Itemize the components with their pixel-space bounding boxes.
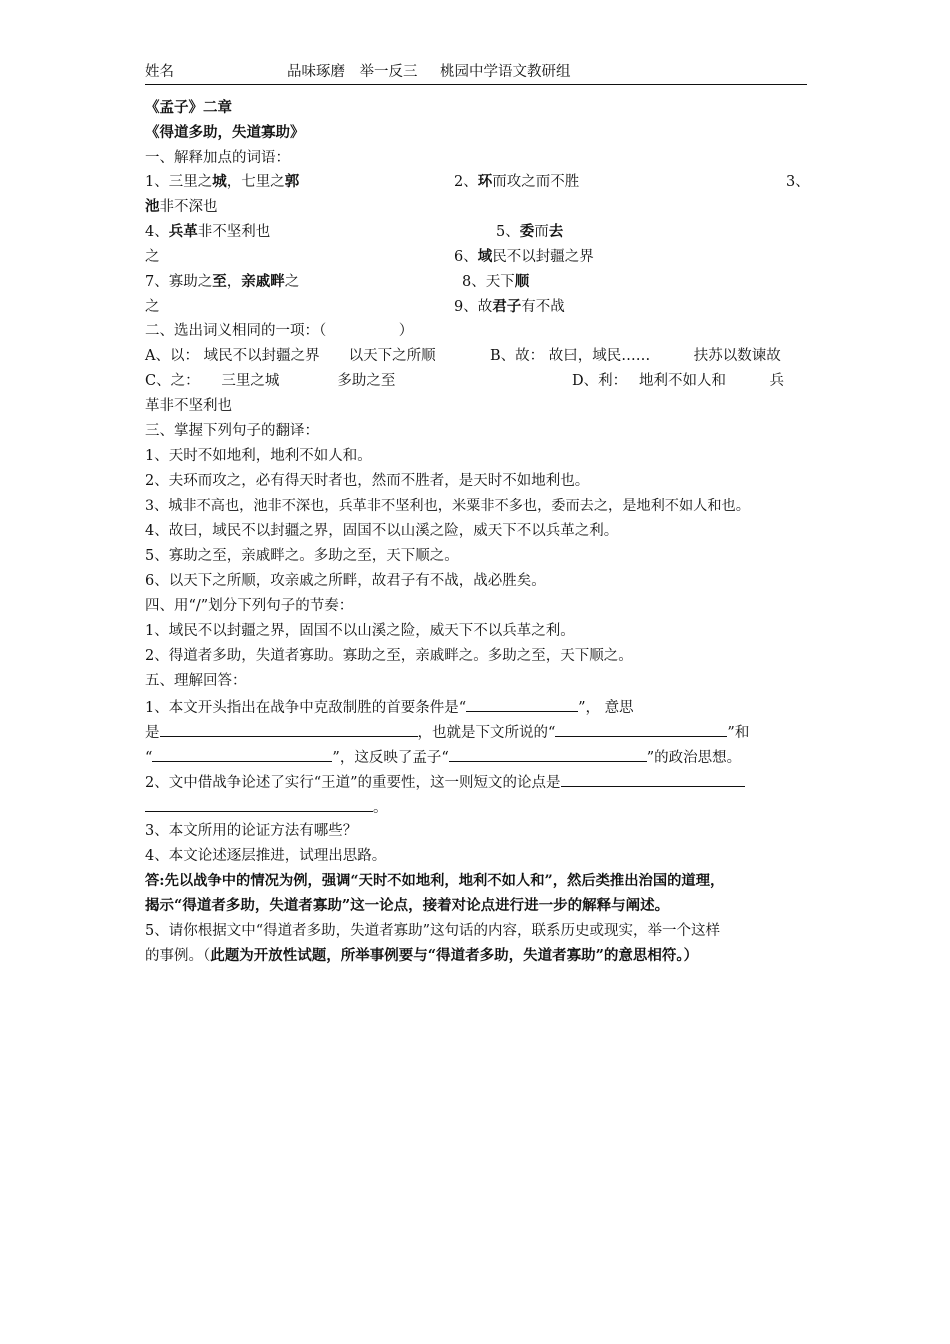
sec3-item: 6、以天下之所顺，攻亲戚之所畔，故君子有不战，战必胜矣。 (145, 573, 546, 589)
sec1-q6 (454, 247, 594, 267)
q1-mid: ，七里之 (226, 174, 285, 190)
q5-word2: 去 (548, 223, 564, 240)
sec3-item: 4、故曰，域民不以封疆之界，固国不以山溪之险，威天下不以兵革之利。 (145, 523, 619, 539)
sec3-item: 3、城非不高也，池非不深也，兵革非不坚利也，米粟非不多也，委而去之，是地利不如人和也。 (145, 498, 750, 514)
sec5-q2-line2 (145, 796, 388, 818)
q1-word1: 城 (212, 173, 227, 190)
answer-blank[interactable] (160, 721, 418, 737)
q2-text-b: 。 (373, 800, 388, 816)
q1-text-a: 1、本文开头指出在战争中克敌制胜的首要条件是“ (145, 700, 467, 716)
answer-blank[interactable] (152, 746, 332, 762)
q7-end: 之 (284, 274, 300, 290)
q8-pre: 8、天下 (462, 274, 515, 290)
org-name: 桃园中学语文教研组 (440, 64, 571, 80)
answer-blank[interactable] (466, 696, 578, 712)
q9-pre: 9、故 (454, 299, 493, 315)
answer-blank[interactable] (145, 796, 373, 812)
q1-word2: 郭 (284, 173, 300, 190)
q2-pre: 2、 (454, 174, 478, 190)
sec1-q3 (145, 197, 218, 217)
q6-pre: 6、 (454, 249, 478, 265)
sec1-q9 (454, 297, 565, 317)
q4-word: 兵革 (168, 223, 198, 240)
q3-word: 池 (145, 198, 160, 215)
book-title: 《孟子》二章 (145, 99, 232, 116)
q1-pre: 1、三里之 (145, 174, 213, 190)
q6-word: 域 (477, 248, 493, 265)
sec5-q1-line2 (145, 721, 749, 743)
sec4-item: 1、域民不以封疆之界，固国不以山溪之险，威天下不以兵革之利。 (145, 623, 575, 639)
q2-word: 环 (477, 173, 493, 190)
sec1-q8 (462, 272, 529, 292)
sec5-q1-line1 (145, 696, 634, 718)
answer-blank[interactable] (561, 771, 745, 787)
q2-text-a: 2、文中借战争论述了实行“王道”的重要性，这一则短文的论点是 (145, 775, 561, 791)
sec5-q5-line1: 5、请你根据文中“得道者多助，失道者寡助”这句话的内容，联系历史或现实，举一个这样 (145, 923, 721, 939)
sec1-q5 (496, 222, 563, 242)
header-rule (145, 84, 807, 85)
q8-word: 顺 (514, 273, 530, 290)
sec3-heading: 三、掌握下列句子的翻译： (145, 423, 319, 439)
sec2-option-d-cont: 革非不坚利也 (145, 398, 232, 414)
q6-rest: 民不以封疆之界 (492, 249, 594, 265)
sec5-answer-line1: 答:先以战争中的情况为例，强调“天时不如地利，地利不如人和”，然后类推出治国的道理， (145, 873, 725, 889)
chapter-title: 《得道多助，失道寡助》 (145, 124, 305, 141)
sec5-heading: 五、理解回答： (145, 673, 247, 689)
sec1-q1 (145, 172, 299, 192)
q7-mid: ， (226, 274, 242, 290)
q3-rest: 非不深也 (159, 199, 218, 215)
sec1-q4 (145, 222, 270, 242)
q2-rest: 而攻之而不胜 (492, 174, 580, 190)
q1-text-f: “ (145, 750, 153, 766)
q1-text-h: ”的政治思想。 (646, 750, 742, 766)
q7-pre: 7、寡助之 (145, 274, 213, 290)
answer-blank[interactable] (449, 746, 647, 762)
q9-rest: 有不战 (521, 299, 565, 315)
sec3-item: 1、天时不如地利，地利不如人和。 (145, 448, 372, 464)
sec5-q4: 4、本文论述逐层推进，试理出思路。 (145, 848, 387, 864)
sec1-q2 (454, 172, 579, 192)
q3-num: 3、 (786, 174, 810, 190)
q7-word1: 至 (212, 273, 227, 290)
q9-word: 君子 (492, 298, 522, 315)
q4-rest: 非不坚利也 (197, 224, 271, 240)
sec2-option-d: D、利： 地利不如人和 兵 (572, 373, 784, 389)
q1-text-c: 是 (145, 725, 160, 741)
q5-word1: 委 (519, 223, 535, 240)
q7-tail: 之 (145, 299, 160, 315)
q5-tail: 之 (145, 249, 160, 265)
q5-text-b: 的事例。（ (145, 948, 211, 964)
q1-text-d: ，也就是下文所说的“ (417, 725, 556, 741)
sec4-item: 2、得道者多助，失道者寡助。寡助之至，亲戚畔之。多助之至，天下顺之。 (145, 648, 633, 664)
q1-text-e: ”和 (727, 725, 750, 741)
sec2-heading: 二、选出词义相同的一项：（ ） (145, 323, 414, 339)
sec5-q3: 3、本文所用的论证方法有哪些？ (145, 823, 358, 839)
q5-note: 此题为开放性试题，所举事例要与“得道者多助，失道者寡助”的意思相符。） (210, 947, 699, 964)
sec4-heading: 四、用“/”划分下列句子的节奏： (145, 598, 354, 614)
q5-mid: 而 (534, 224, 549, 240)
sec3-item: 2、夫环而攻之，必有得天时者也，然而不胜者，是天时不如地利也。 (145, 473, 590, 489)
sec1-heading: 一、解释加点的词语： (145, 150, 290, 166)
sec5-answer-line2: 揭示“得道者多助，失道者寡助”这一论点，接着对论点进行进一步的解释与阐述。 (145, 897, 670, 914)
sec5-q5-line2 (145, 946, 698, 966)
sec2-option-b: B、故： 故曰，域民…… 扶苏以数谏故 (490, 348, 781, 364)
sec5-q2-line1 (145, 771, 745, 793)
sec2-option-c: C、之： 三里之城 多助之至 (145, 373, 396, 389)
sec5-q1-line3 (145, 746, 741, 768)
motto: 品味琢磨 举一反三 (287, 64, 418, 80)
q7-word2: 亲戚畔 (241, 273, 285, 290)
sec1-q7 (145, 272, 299, 292)
sec3-item: 5、寡助之至，亲戚畔之。多助之至，天下顺之。 (145, 548, 459, 564)
q5-pre: 5、 (496, 224, 520, 240)
sec2-option-a: A、以： 域民不以封疆之界 以天下之所顺 (145, 348, 436, 364)
name-label: 姓名 (145, 64, 174, 80)
q1-text-g: ”，这反映了孟子“ (332, 750, 449, 766)
answer-blank[interactable] (555, 721, 727, 737)
q1-text-b: ”， 意思 (578, 700, 634, 716)
q4-pre: 4、 (145, 224, 169, 240)
